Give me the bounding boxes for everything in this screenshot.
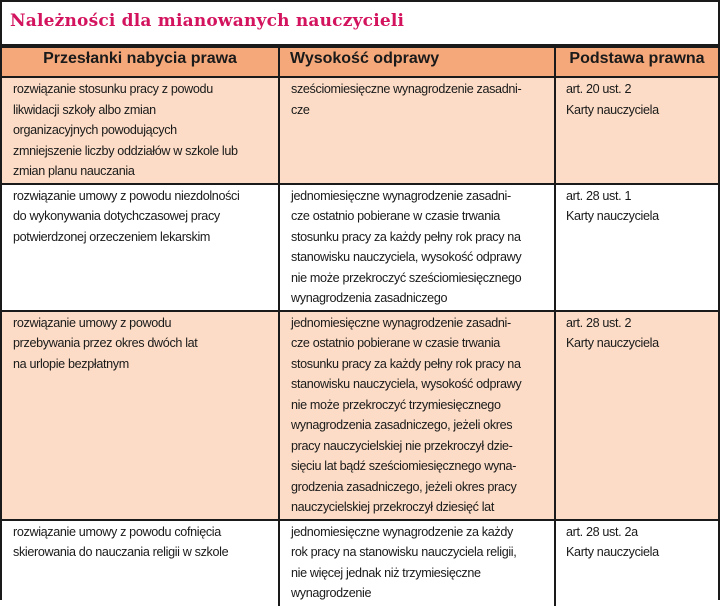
- amount-cell: [279, 184, 555, 311]
- text-line: grodzenia zasadniczego, jeżeli okres pracy: [291, 479, 517, 494]
- text-line: jednomiesięczne wynagrodzenie zasadni-: [291, 315, 511, 330]
- table-title: Należności dla mianowanych nauczycieli: [10, 11, 405, 31]
- text-line: cze ostatnio pobierane w czasie trwania: [291, 209, 500, 223]
- table-row: [2, 520, 718, 606]
- text-line: na urlopie bezpłatnym: [13, 356, 129, 371]
- text-line: rok pracy na stanowisku nauczyciela religii,: [291, 545, 517, 559]
- text-line: zmniejszenie liczby oddziałów w szkole lub: [13, 143, 238, 158]
- text-line: Karty nauczyciela: [566, 102, 659, 117]
- text-line: likwidacji szkoły albo zmian: [13, 102, 156, 117]
- text-line: rozwiązanie umowy z powodu cofnięcia: [13, 524, 221, 539]
- legal-basis-cell: [555, 311, 718, 520]
- table-row: [2, 311, 718, 520]
- text-line: do wykonywania dotychczasowej pracy: [13, 209, 220, 223]
- table-row: [2, 77, 718, 184]
- text-line: organizacyjnych powodujących: [13, 123, 177, 137]
- column-header-amount: Wysokość odprawy: [279, 47, 555, 77]
- text-line: sześciomiesięczne wynagrodzenie zasadni-: [291, 82, 522, 96]
- text-line: art. 20 ust. 2: [566, 82, 632, 96]
- text-line: sięciu lat bądź sześciomiesięcznego wyna-: [291, 459, 517, 473]
- legal-basis-cell: [555, 77, 718, 184]
- text-line: rozwiązanie umowy z powodu niezdolności: [13, 188, 240, 203]
- text-line: skierowania do nauczania religii w szkole: [13, 545, 229, 559]
- severance-table: [2, 46, 718, 606]
- text-line: stosunku pracy za każdy pełny rok pracy na: [291, 229, 521, 244]
- text-line: cze: [291, 102, 310, 117]
- text-line: art. 28 ust. 2a: [566, 524, 638, 539]
- text-line: rozwiązanie stosunku pracy z powodu: [13, 82, 213, 96]
- premise-cell: [2, 311, 279, 520]
- amount-cell: [279, 77, 555, 184]
- text-line: art. 28 ust. 2: [566, 315, 632, 330]
- text-line: wynagrodzenia zasadniczego: [291, 291, 448, 305]
- premise-cell: [2, 520, 279, 606]
- text-line: nie może przekroczyć trzymiesięcznego: [291, 397, 501, 412]
- premise-cell: [2, 77, 279, 184]
- header-row: [2, 47, 718, 77]
- text-line: jednomiesięczne wynagrodzenie za każdy: [291, 524, 513, 539]
- column-header-premise: Przesłanki nabycia prawa: [2, 47, 279, 77]
- text-line: art. 28 ust. 1: [566, 188, 632, 203]
- text-line: jednomiesięczne wynagrodzenie zasadni-: [291, 188, 511, 203]
- text-line: stosunku pracy za każdy pełny rok pracy na: [291, 356, 521, 371]
- text-line: Karty nauczyciela: [566, 545, 659, 559]
- legal-basis-cell: [555, 520, 718, 606]
- text-line: Karty nauczyciela: [566, 336, 659, 350]
- text-line: wynagrodzenia zasadniczego, jeżeli okres: [291, 418, 513, 432]
- text-line: zmian planu nauczania: [13, 164, 135, 178]
- legal-basis-cell: [555, 184, 718, 311]
- amount-cell: [279, 311, 555, 520]
- column-header-legal-basis: Podstawa prawna: [555, 47, 718, 77]
- table-row: [2, 184, 718, 311]
- text-line: stanowisku nauczyciela, wysokość odprawy: [291, 377, 522, 391]
- text-line: stanowisku nauczyciela, wysokość odprawy: [291, 250, 522, 264]
- text-line: nie może przekroczyć sześciomiesięcznego: [291, 270, 522, 285]
- premise-cell: [2, 184, 279, 311]
- text-line: Karty nauczyciela: [566, 209, 659, 223]
- text-line: rozwiązanie umowy z powodu: [13, 315, 172, 330]
- text-line: nauczycielskiej przekroczył dziesięć lat: [291, 500, 494, 514]
- text-line: cze ostatnio pobierane w czasie trwania: [291, 336, 500, 350]
- amount-cell: [279, 520, 555, 606]
- text-line: potwierdzonej orzeczeniem lekarskim: [13, 229, 211, 244]
- text-line: pracy nauczycielskiej nie przekroczył dzie-: [291, 438, 513, 453]
- title-bar: [2, 2, 718, 46]
- text-line: nie więcej jednak niż trzymiesięczne: [291, 565, 481, 580]
- text-line: przebywania przez okres dwóch lat: [13, 336, 198, 350]
- text-line: wynagrodzenie: [291, 586, 372, 600]
